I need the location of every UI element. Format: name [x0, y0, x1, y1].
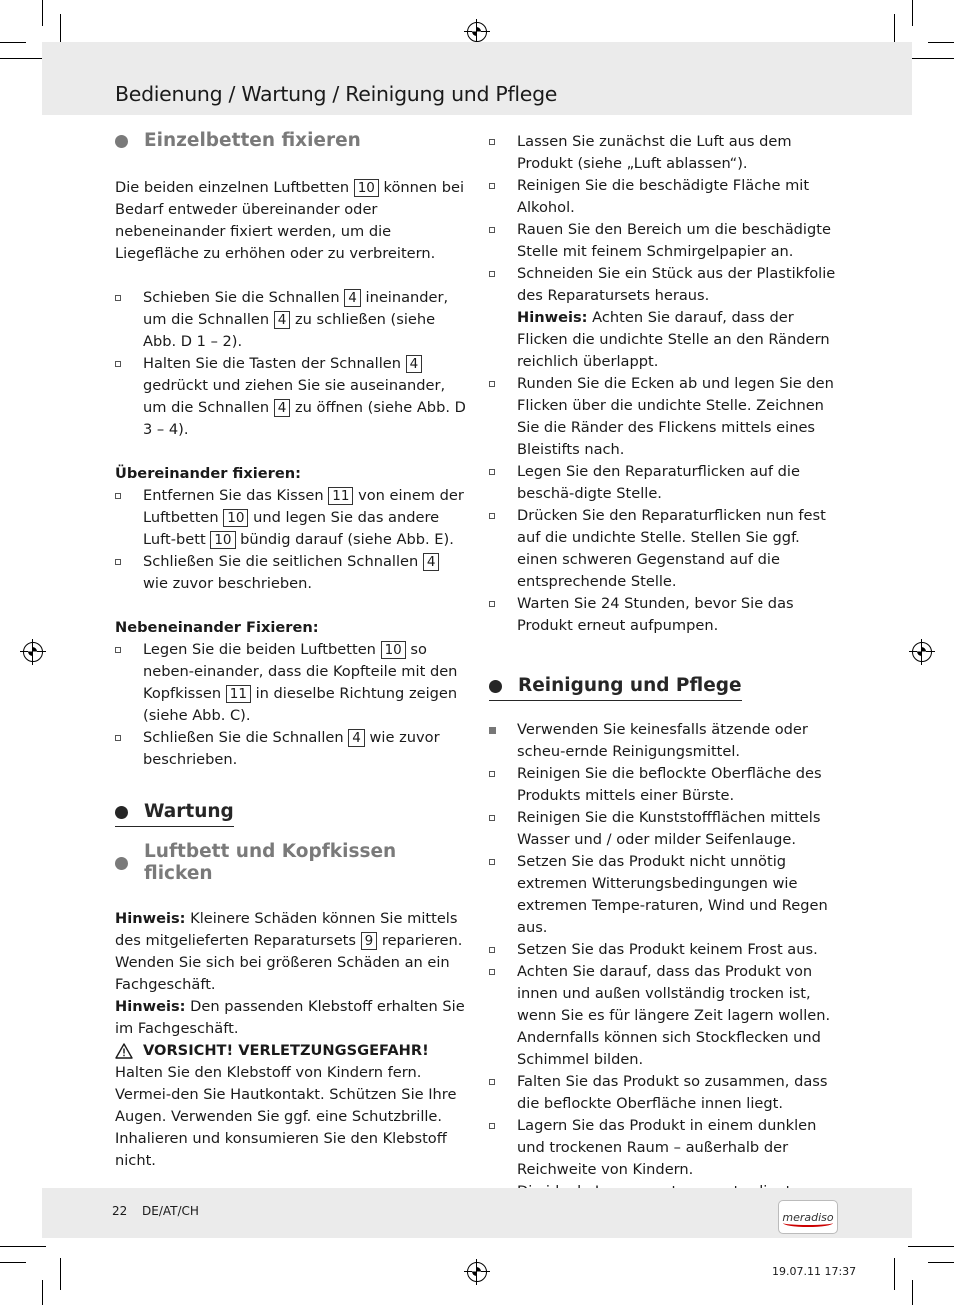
registration-mark-icon	[467, 22, 487, 42]
list-item: Warten Sie 24 Stunden, bevor Sie das Produkt erneut aufpumpen.	[489, 593, 841, 637]
list-item: Schneiden Sie ein Stück aus der Plastikfolie des Reparatursets heraus. Hinweis: Achten Sie darauf, dass der Flicken die undichte Stelle an den Rändern reichlich überlappt.	[489, 263, 841, 373]
heading-bullet-icon	[115, 135, 128, 148]
heading-bullet-icon	[115, 857, 128, 870]
part-ref: 4	[344, 289, 361, 307]
crop-mark	[912, 0, 913, 26]
section-heading-einzelbetten: Einzelbetten fixieren	[115, 130, 361, 155]
part-ref: 4	[423, 553, 440, 571]
list-item: Reinigen Sie die beflockte Oberfläche des Produkts mittels einer Bürste.	[489, 763, 841, 807]
crop-mark	[894, 1258, 895, 1290]
section-heading-flicken: Luftbett und Kopfkissen flicken	[115, 841, 467, 888]
heading-bullet-icon	[115, 806, 128, 819]
list-item: Lassen Sie zunächst die Luft aus dem Produkt (siehe „Luft ablassen“).	[489, 131, 841, 175]
note-paragraph: Hinweis: Kleinere Schäden können Sie mittels des mitgelieferten Reparatursets 9 reparieren. Wenden Sie sich bei größeren Schäden an ein Fachgeschäft.	[115, 910, 463, 993]
list-item: Entfernen Sie das Kissen 11 von einem der Luftbetten 10 und legen Sie das andere Luft-bett 10 bündig darauf (siehe Abb. E).	[115, 485, 467, 551]
subheading-uebereinander: Übereinander fixieren:	[115, 465, 301, 482]
note-paragraph: Hinweis: Den passenden Klebstoff erhalten Sie im Fachgeschäft.	[115, 998, 465, 1037]
section-heading-reinigung: Reinigung und Pflege	[489, 675, 742, 701]
registration-mark-icon	[23, 642, 43, 662]
crop-mark	[908, 1246, 954, 1247]
crop-mark	[928, 1262, 954, 1263]
crop-mark	[0, 1246, 46, 1247]
list-item: Verwenden Sie keinesfalls ätzende oder scheu-ernde Reinigungsmittel.	[489, 719, 841, 763]
crop-mark	[60, 1258, 61, 1290]
brand-logo: meradiso	[778, 1200, 838, 1234]
heading-bullet-icon	[489, 680, 502, 693]
warning-title: VORSICHT! VERLETZUNGSGEFAHR!	[115, 1040, 467, 1062]
right-column	[489, 131, 841, 1225]
print-timestamp: 19.07.11 17:37	[772, 1265, 857, 1278]
part-ref: 10	[381, 641, 406, 659]
list-item: Legen Sie die beiden Luftbetten 10 so neben-einander, dass die Kopfteile mit den Kopfkissen 11 in dieselbe Richtung zeigen (siehe Abb. C).	[115, 639, 467, 727]
list-item: Schieben Sie die Schnallen 4 ineinander, um die Schnallen 4 zu schließen (siehe Abb. D 1 – 2).	[115, 287, 467, 353]
list-item: Legen Sie den Reparaturflicken auf die beschä-digte Stelle.	[489, 461, 841, 505]
list-item: Achten Sie darauf, dass das Produkt von innen und außen vollständig trocken ist, wenn Sie es für längere Zeit lagern wollen. Andernfalls können sich Stockflecken und Schimmel bilden.	[489, 961, 841, 1071]
subheading-nebeneinander: Nebeneinander Fixieren:	[115, 619, 319, 636]
part-ref: 10	[210, 531, 235, 549]
paragraph-intro: Die beiden einzelnen Luftbetten 10 können bei Bedarf entweder übereinander oder nebeneinander fixiert werden, um die Liegefläche zu erhöhen oder zu verbreitern.	[115, 179, 465, 262]
part-ref: 4	[406, 355, 423, 373]
part-ref: 4	[274, 399, 291, 417]
crop-mark	[42, 0, 43, 26]
list-uebereinander	[115, 485, 467, 595]
crop-mark	[912, 1280, 913, 1305]
list-item: Halten Sie die Tasten der Schnallen 4 gedrückt und ziehen Sie sie auseinander, um die Schnallen 4 zu öffnen (siehe Abb. D 3 – 4).	[115, 353, 467, 441]
part-ref: 11	[328, 487, 353, 505]
list-item: Drücken Sie den Reparaturflicken nun fest auf die undichte Stelle. Stellen Sie ggf. einen schweren Gegenstand auf die entsprechende Stelle.	[489, 505, 841, 593]
list-item: Schließen Sie die seitlichen Schnallen 4 wie zuvor beschrieben.	[115, 551, 467, 595]
section-heading-wartung: Wartung	[115, 801, 234, 827]
list-einzel	[115, 287, 467, 441]
registration-mark-icon	[912, 642, 932, 662]
part-ref: 11	[226, 685, 251, 703]
registration-mark-icon	[467, 1262, 487, 1282]
list-item: Setzen Sie das Produkt keinem Frost aus.	[489, 939, 841, 961]
list-item: Lagern Sie das Produkt in einem dunklen und trockenen Raum – außerhalb der Reichweite von Kindern.	[489, 1115, 841, 1181]
list-nebeneinander	[115, 639, 467, 771]
crop-mark	[42, 1280, 43, 1305]
list-item: Rauen Sie den Bereich um die beschädigte Stelle mit feinem Schmirgelpapier an.	[489, 219, 841, 263]
list-reinigung	[489, 719, 841, 1225]
page-number: 22	[112, 1204, 128, 1218]
list-item: Falten Sie das Produkt so zusammen, dass die beflockte Oberfläche innen liegt.	[489, 1071, 841, 1115]
list-item: Runden Sie die Ecken ab und legen Sie den Flicken über die undichte Stelle. Zeichnen Sie die Ränder des Flickens mittels eines Bleistifts nach.	[489, 373, 841, 461]
list-item: Schließen Sie die Schnallen 4 wie zuvor beschrieben.	[115, 727, 467, 771]
crop-mark	[0, 42, 26, 43]
part-ref: 4	[274, 311, 291, 329]
crop-mark	[928, 42, 954, 43]
page-title: Bedienung / Wartung / Reinigung und Pflege	[115, 82, 558, 106]
crop-mark	[0, 1262, 26, 1263]
part-ref: 9	[361, 932, 378, 950]
list-item: Setzen Sie das Produkt nicht unnötig extremen Witterungsbedingungen wie extremen Tempe-raturen, Wind und Regen aus.	[489, 851, 841, 939]
warning-text: Halten Sie den Klebstoff von Kindern fern. Vermei-den Sie Hautkontakt. Schützen Sie Ihre Augen. Verwenden Sie ggf. eine Schutzbrille. Inhalieren und konsumieren Sie den Klebstoff nicht.	[115, 1064, 457, 1169]
region-label: DE/AT/CH	[142, 1204, 199, 1218]
left-column	[115, 130, 467, 1172]
part-ref: 10	[354, 179, 379, 197]
warning-triangle-icon	[115, 1043, 133, 1059]
crop-mark	[908, 58, 954, 59]
part-ref: 4	[348, 729, 365, 747]
logo-swoosh-icon	[783, 1219, 833, 1227]
part-ref: 10	[223, 509, 248, 527]
list-item: Reinigen Sie die beschädigte Fläche mit Alkohol.	[489, 175, 841, 219]
list-item: Reinigen Sie die Kunststoffflächen mittels Wasser und / oder milder Seifenlauge.	[489, 807, 841, 851]
list-repair	[489, 131, 841, 637]
crop-mark	[0, 58, 46, 59]
